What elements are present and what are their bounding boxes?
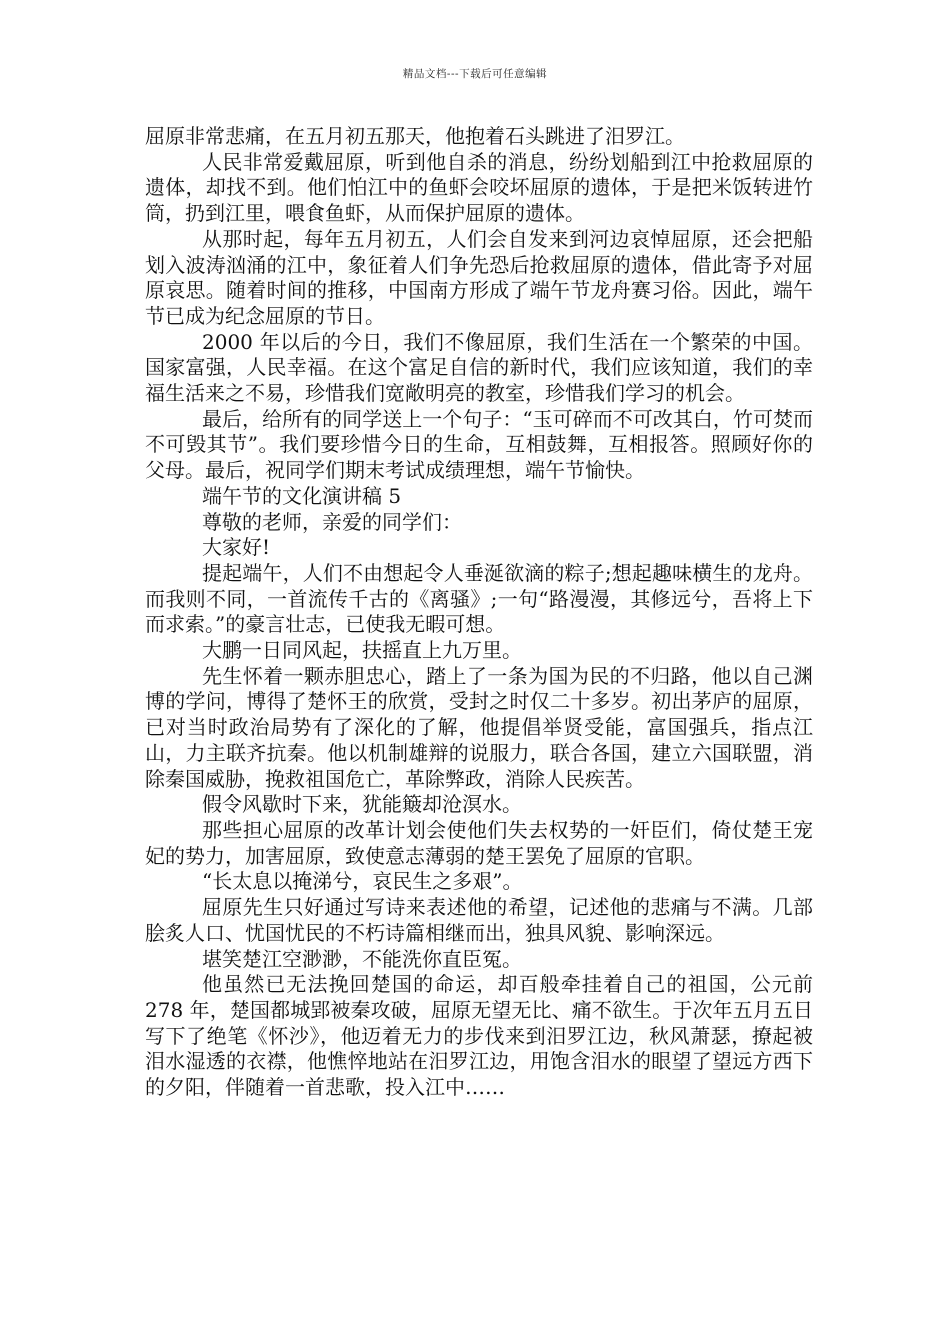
- poem-line: “长太息以掩涕兮，哀民生之多艰”。: [202, 869, 523, 894]
- poem-line: 假令风歇时下来，犹能簸却沧溟水。: [202, 792, 522, 817]
- poem-line: 大鹏一日同风起，扶摇直上九万里。: [202, 638, 522, 663]
- paragraph: 屈原非常悲痛，在五月初五那天，他抱着石头跳进了汨罗江。: [145, 124, 685, 148]
- paragraph: 2000 年以后的今日，我们不像屈原，我们生活在一个繁荣的中国。国家富强，人民幸福。在这个富足自信的新时代，我们应该知道，我们的幸福生活来之不易，珍惜我们宽敞明亮的教室，珍惜我们学习的机会。: [145, 329, 813, 406]
- paragraph: 人民非常爱戴屈原，听到他自杀的消息，纷纷划船到江中抢救屈原的遗体，却找不到。他们怕江中的鱼虾会咬坏屈原的遗体，于是把米饭转进竹筒，扔到江里，喂食鱼虾，从而保护屈原的遗体。: [145, 149, 813, 226]
- paragraph: 提起端午，人们不由想起令人垂涎欲滴的粽子;想起趣味横生的龙舟。而我则不同，一首流传千古的《离骚》;一句“路漫漫，其修远兮，吾将上下而求索。”的豪言壮志，已使我无暇可想。: [145, 560, 813, 637]
- section-title: 端午节的文化演讲稿 5: [202, 483, 402, 508]
- page-header: 精品文档---下载后可任意编辑: [402, 68, 548, 80]
- greeting: 大家好!: [202, 535, 271, 560]
- paragraph: 先生怀着一颗赤胆忠心，踏上了一条为国为民的不归路，他以自己渊博的学问，博得了楚怀王的欣赏，受封之时仅二十多岁。初出茅庐的屈原，已对当时政治局势有了深化的了解，他提倡举贤受能，富国强兵，指点江山，力主联齐抗秦。他以机制雄辩的说服力，联合各国，建立六国联盟，消除秦国威胁，挽救祖国危亡，革除弊政，消除人民疾苦。: [145, 663, 813, 791]
- salutation: 尊敬的老师，亲爱的同学们：: [202, 509, 462, 534]
- paragraph: 从那时起，每年五月初五，人们会自发来到河边哀悼屈原，还会把船划入波涛汹涌的江中，象征着人们争先恐后抢救屈原的遗体，借此寄予对屈原哀思。随着时间的推移，中国南方形成了端午节龙舟赛习俗。因此，端午节已成为纪念屈原的节日。: [145, 226, 813, 328]
- poem-line: 堪笑楚江空渺渺，不能洗你直臣冤。: [202, 946, 522, 971]
- paragraph: 屈原先生只好通过写诗来表述他的希望，记述他的悲痛与不满。几部脍炙人口、忧国忧民的不朽诗篇相继而出，独具风貌、影响深远。: [145, 895, 813, 945]
- paragraph: 最后，给所有的同学送上一个句子：“玉可碎而不可改其白，竹可焚而不可毁其节”。我们要珍惜今日的生命，互相鼓舞，互相报答。照顾好你的父母。最后，祝同学们期末考试成绩理想，端午节愉快。: [145, 406, 813, 483]
- document-body: [145, 124, 813, 1101]
- paragraph: 他虽然已无法挽回楚国的命运，却百般牵挂着自己的祖国，公元前 278 年，楚国都城郢被秦攻破，屈原无望无比、痛不欲生。于次年五月五日写下了绝笔《怀沙》，他迈着无力的步伐来到汨罗江边，秋风萧瑟，撩起被泪水湿透的衣襟，他憔悴地站在汨罗江边，用饱含泪水的眼望了望远方西下的夕阳，伴随着一首悲歌，投入江中……: [145, 972, 813, 1100]
- paragraph: 那些担心屈原的改革计划会使他们失去权势的一奸臣们，倚仗楚王宠妃的势力，加害屈原，致使意志薄弱的楚王罢免了屈原的官职。: [145, 817, 813, 868]
